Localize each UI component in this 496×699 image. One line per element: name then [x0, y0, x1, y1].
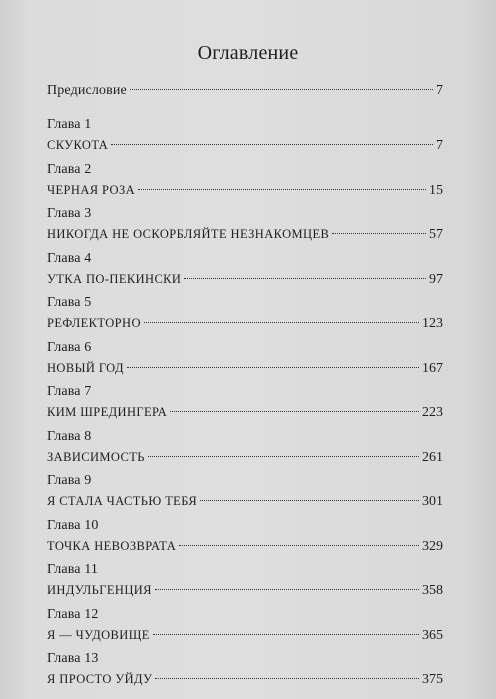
toc-entry-title: ЗАВИСИМОСТЬ	[47, 449, 145, 464]
toc-entry-chapter-7	[47, 382, 443, 427]
toc-entry-chapter-12	[47, 605, 443, 650]
chapter-label: Глава 2	[47, 161, 92, 177]
toc-page-number: 261	[422, 449, 443, 465]
chapter-label: Глава 10	[47, 517, 99, 533]
toc-entry-title: ЧЕРНАЯ РОЗА	[47, 182, 136, 197]
toc-entry-chapter-5	[47, 293, 443, 338]
toc-entry-chapter-1	[47, 115, 443, 160]
toc-entry-title: ИНДУЛЬГЕНЦИЯ	[47, 583, 152, 597]
toc-entry-title: РЕФЛЕКТОРНО	[47, 316, 141, 330]
dot-leader	[148, 456, 419, 457]
dot-leader	[144, 322, 419, 323]
toc-entry-title: НИКОГДА НЕ ОСКОРБЛЯЙТЕ НЕЗНАКОМЦЕВ	[47, 227, 330, 241]
toc-entry-row	[47, 625, 443, 645]
toc-entry-title: Я ПРОСТО УЙДУ	[47, 672, 153, 686]
toc-entry-chapter-6	[47, 338, 443, 383]
toc-entry-row	[47, 180, 443, 200]
dot-leader	[200, 500, 419, 501]
toc-entry-title: Я СТАЛА ЧАСТЬЮ ТЕБЯ	[47, 494, 198, 508]
toc-entry-row	[47, 580, 443, 600]
dot-leader	[153, 634, 419, 635]
toc-page-number: 301	[422, 494, 443, 509]
toc-entry-row	[47, 447, 443, 467]
dot-leader	[179, 545, 419, 546]
toc-entry-row	[47, 358, 443, 378]
toc-page-number: 167	[422, 360, 443, 376]
chapter-label: Глава 12	[47, 606, 99, 622]
toc-page-number: 375	[422, 672, 443, 687]
toc-page-number: 15	[429, 182, 443, 198]
page-title: Оглавление	[197, 42, 299, 64]
chapter-label: Глава 6	[47, 339, 92, 355]
chapter-label: Глава 3	[47, 206, 92, 221]
toc-entry-row	[47, 269, 443, 289]
dot-leader	[155, 678, 419, 679]
toc-entry-row	[47, 536, 443, 556]
dot-leader	[332, 233, 426, 234]
toc-entry-chapter-4	[47, 249, 443, 294]
toc-entry-row	[47, 224, 443, 244]
toc-entry-title: Я — ЧУДОВИЩЕ	[47, 627, 150, 642]
toc-entry-chapter-2	[47, 160, 443, 205]
toc-entry-title: НОВЫЙ ГОД	[47, 360, 124, 375]
toc-entry-title: КИМ ШРЕДИНГЕРА	[47, 405, 168, 419]
dot-leader	[111, 144, 433, 145]
toc-page-number: 358	[422, 583, 443, 598]
dot-leader	[130, 89, 433, 90]
toc-page-number: 329	[422, 538, 443, 554]
toc-entry-title: УТКА ПО-ПЕКИНСКИ	[47, 271, 182, 286]
chapter-label: Глава 11	[47, 562, 99, 577]
chapter-label: Глава 7	[47, 384, 92, 399]
dot-leader	[184, 278, 426, 279]
toc-entry-chapter-9	[47, 471, 443, 516]
toc-entry-preface	[47, 81, 443, 115]
toc-page-number: 365	[422, 627, 443, 643]
dot-leader	[127, 367, 419, 368]
toc-entry-chapter-3	[47, 204, 443, 249]
toc-entry-row	[47, 402, 443, 422]
chapter-label: Глава 9	[47, 473, 92, 488]
chapter-label: Глава 5	[47, 295, 92, 310]
table-of-contents	[47, 81, 443, 694]
toc-entry-row	[47, 669, 443, 689]
toc-page-number: 57	[429, 227, 443, 242]
chapter-label: Глава 8	[47, 428, 92, 444]
toc-page-number: 123	[422, 316, 443, 331]
chapter-label: Глава 1	[47, 117, 92, 132]
dot-leader	[155, 589, 419, 590]
toc-entry-row	[47, 313, 443, 333]
toc-page-number: 7	[436, 83, 443, 98]
toc-entry-chapter-11	[47, 560, 443, 605]
chapter-label: Глава 13	[47, 651, 99, 666]
dot-leader	[170, 411, 419, 412]
toc-entry-row	[47, 135, 443, 155]
toc-entry-title: ТОЧКА НЕВОЗВРАТА	[47, 538, 177, 553]
toc-page-number: 97	[429, 271, 443, 287]
toc-entry-title: СКУКОТА	[47, 138, 109, 152]
toc-page-number: 7	[436, 138, 443, 153]
toc-entry-chapter-13	[47, 649, 443, 694]
dot-leader	[138, 189, 426, 190]
toc-entry-row	[47, 491, 443, 511]
toc-entry-row	[47, 81, 443, 101]
toc-entry-chapter-8	[47, 427, 443, 472]
chapter-label: Глава 4	[47, 250, 92, 266]
toc-page-number: 223	[422, 405, 443, 420]
toc-entry-title: Предисловие	[47, 83, 127, 98]
toc-entry-chapter-10	[47, 516, 443, 561]
